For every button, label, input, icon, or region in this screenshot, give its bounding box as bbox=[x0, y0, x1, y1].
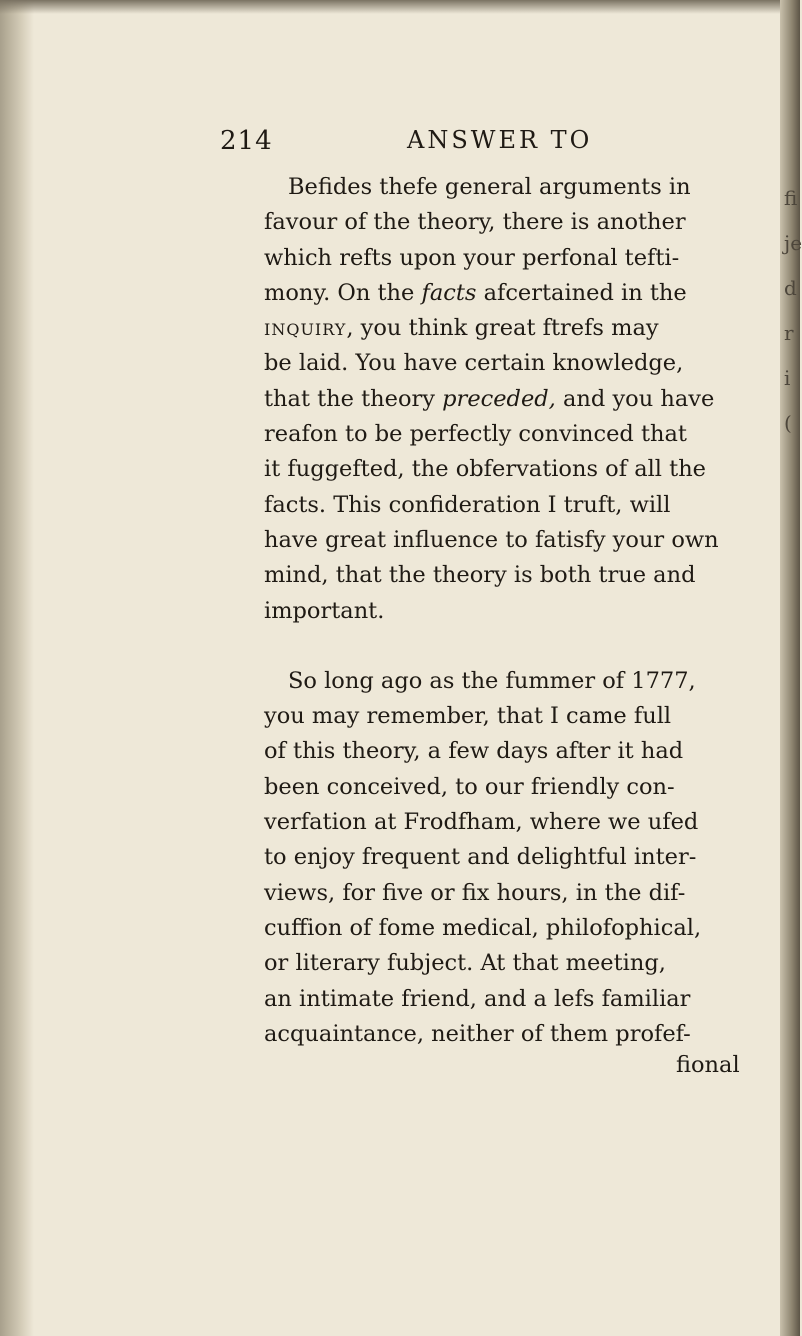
text-line: favour of the theory, there is another bbox=[264, 209, 686, 236]
text-line: it fuggefted, the obfervations of all the bbox=[264, 456, 707, 483]
text-line: been conceived, to our friendly con- bbox=[264, 773, 675, 800]
text-line-part: and you have bbox=[555, 385, 715, 412]
paragraph-2 bbox=[264, 664, 758, 1052]
facing-fragment: i bbox=[784, 366, 791, 390]
text-line-part: , you think great ftrefs may bbox=[346, 315, 659, 342]
catchword: fional bbox=[676, 1052, 740, 1078]
text-line: you may remember, that I came full bbox=[264, 703, 672, 730]
text-line-part: afcertained in the bbox=[476, 279, 687, 306]
text-line-part: mony. On the bbox=[264, 279, 422, 306]
text-line: to enjoy frequent and delightful inter- bbox=[264, 844, 697, 871]
text-line: have great influence to fatisfy your own bbox=[264, 526, 719, 553]
text-line: important. bbox=[264, 597, 385, 624]
running-title: ANSWER TO bbox=[407, 126, 593, 154]
text-line: Befides thefe general arguments in bbox=[288, 174, 691, 200]
text-line: an intimate friend, and a lefs familiar bbox=[264, 985, 691, 1012]
text-line: So long ago as the fummer of 1777, bbox=[288, 667, 696, 694]
facing-fragment: fi bbox=[784, 186, 798, 210]
text-line: be laid. You have certain knowledge, bbox=[264, 350, 684, 377]
small-caps-word: inquiry bbox=[264, 315, 347, 342]
page-number: 214 bbox=[220, 126, 273, 156]
text-line: acquaintance, neither of them profef- bbox=[264, 1020, 691, 1047]
facing-fragment: je bbox=[784, 231, 802, 255]
text-line: mind, that the theory is both true and bbox=[264, 562, 696, 589]
italic-word: preceded, bbox=[442, 385, 556, 412]
text-line: facts. This confideration I truft, will bbox=[264, 491, 671, 518]
text-line: cuffion of fome medical, philofophical, bbox=[264, 914, 702, 941]
body-text bbox=[264, 170, 758, 1052]
text-line: of this theory, a few days after it had bbox=[264, 738, 684, 765]
text-line: which refts upon your perfonal tefti- bbox=[264, 244, 680, 271]
facing-page-fragments bbox=[784, 176, 802, 446]
text-line-part: that the theory bbox=[264, 385, 443, 412]
page-gutter-shadow bbox=[0, 0, 34, 1336]
text-line: views, for five or fix hours, in the dif- bbox=[264, 879, 686, 906]
text-line: verfation at Frodfham, where we ufed bbox=[264, 809, 699, 836]
facing-fragment: r bbox=[784, 321, 794, 345]
paragraph-1 bbox=[264, 170, 758, 629]
text-line: reafon to be perfectly convinced that bbox=[264, 421, 687, 448]
facing-fragment: d bbox=[784, 276, 797, 300]
text-line: or literary fubject. At that meeting, bbox=[264, 950, 666, 977]
italic-word: facts bbox=[421, 279, 477, 306]
facing-fragment: ( bbox=[784, 411, 792, 435]
top-edge-shadow bbox=[0, 0, 800, 14]
